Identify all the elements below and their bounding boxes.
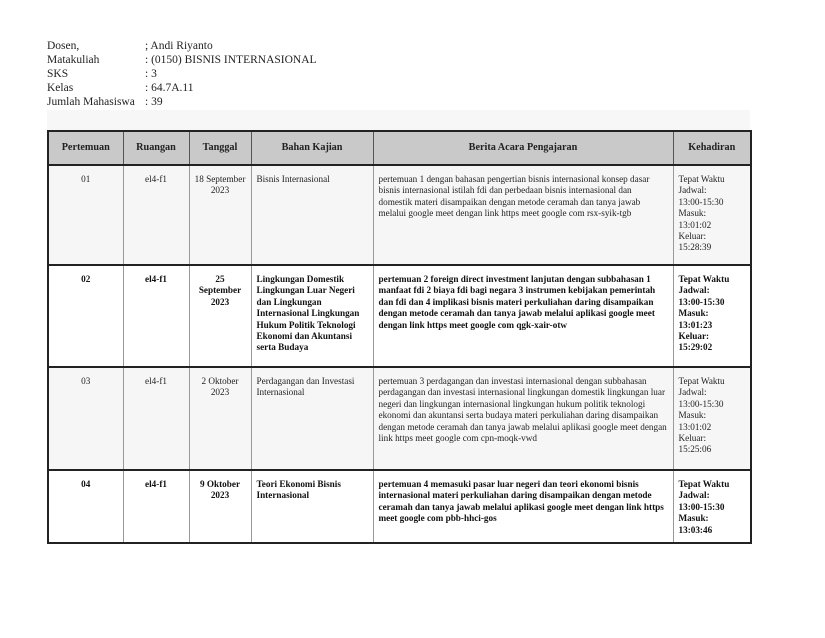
- cell-pertemuan: 04: [48, 470, 123, 543]
- cell-pertemuan: 02: [48, 265, 123, 367]
- kehadiran-keluar: 15:29:02: [678, 342, 713, 353]
- cell-bahan-kajian: Bisnis Internasional: [251, 165, 373, 265]
- kehadiran-jadwal-label: Jadwal:: [678, 387, 707, 398]
- jumlah-mahasiswa-row: [47, 95, 317, 109]
- kehadiran-jadwal-label: Jadwal:: [678, 185, 707, 196]
- kehadiran-jadwal-label: Jadwal:: [678, 285, 710, 296]
- cell-kehadiran: [673, 265, 751, 367]
- kehadiran-masuk: 13:01:02: [678, 421, 712, 432]
- matakuliah-row: [47, 53, 317, 67]
- table-row: [48, 367, 751, 470]
- kehadiran-masuk-label: Masuk:: [678, 513, 709, 524]
- kehadiran-status: Tepat Waktu: [678, 376, 725, 386]
- kehadiran-jadwal: 13:00-15:30: [678, 296, 725, 307]
- cell-ruangan: el4-f1: [123, 265, 189, 367]
- course-info: [47, 39, 317, 109]
- kehadiran-masuk-label: Masuk:: [678, 308, 709, 319]
- cell-tanggal: 2 Oktober 2023: [189, 367, 251, 470]
- kelas-value: : 64.7A.11: [145, 82, 194, 94]
- kehadiran-keluar: 15:28:39: [678, 242, 712, 253]
- sks-value: : 3: [145, 68, 157, 80]
- dosen-row: [47, 39, 317, 53]
- col-kehadiran: Kehadiran: [673, 131, 751, 165]
- kehadiran-keluar: 15:25:06: [678, 444, 712, 455]
- cell-bahan-kajian: Lingkungan Domestik Lingkungan Luar Negeri dan Lingkungan Internasional Lingkungan Hukum Politik Teknologi Ekonomi dan Akuntansi serta Budaya: [251, 265, 373, 367]
- kehadiran-keluar-label: Keluar:: [678, 433, 707, 444]
- dosen-value: ; Andi Riyanto: [145, 40, 213, 52]
- cell-berita-acara: pertemuan 1 dengan bahasan pengertian bisnis internasional konsep dasar bisnis internasional istilah fdi dan perbedaan bisnis internasional dan domestik materi disampaikan dengan metode ceramah dan tanya jawab melalui google meet dengan link https meet google com rsx-syik-tgb: [373, 165, 673, 265]
- kehadiran-keluar-label: Keluar:: [678, 231, 707, 242]
- cell-tanggal: 25 September 2023: [189, 265, 251, 367]
- cell-berita-acara: pertemuan 4 memasuki pasar luar negeri dan teori ekonomi bisnis internasional materi perkuliahan daring disampaikan dengan metode ceramah dan tanya jawab melalui aplikasi google meet dengan link https meet google com pbb-hhci-gos: [373, 470, 673, 543]
- cell-berita-acara: pertemuan 3 perdagangan dan investasi internasional dengan subbahasan perdagangan dan investasi internasional lingkungan domestik lingkungan luar negeri dan lingkungan internasional lingkungan hukum politik teknologi ekonomi dan akuntansi serta budaya materi perkuliahan daring disampaikan dengan metode ceramah dan tanya jawab melalui aplikasi google meet dengan link https meet google com cpn-moqk-vwd: [373, 367, 673, 470]
- col-tanggal: Tanggal: [189, 131, 251, 165]
- col-bahan-kajian: Bahan Kajian: [251, 131, 373, 165]
- kehadiran-masuk-label: Masuk:: [678, 208, 707, 219]
- col-berita-acara: Berita Acara Pengajaran: [373, 131, 673, 165]
- cell-kehadiran: [673, 470, 751, 543]
- kehadiran-status: Tepat Waktu: [678, 174, 725, 184]
- spacer-band: [47, 110, 750, 130]
- kehadiran-status: Tepat Waktu: [678, 274, 730, 284]
- cell-ruangan: el4-f1: [123, 165, 189, 265]
- kehadiran-masuk-label: Masuk:: [678, 410, 707, 421]
- kehadiran-jadwal: 13:00-15:30: [678, 196, 724, 207]
- cell-pertemuan: 03: [48, 367, 123, 470]
- cell-berita-acara: pertemuan 2 foreign direct investment lanjutan dengan subbahasan 1 manfaat fdi 2 biaya fdi bagi negara 3 instrumen kebijakan pemerintah dan fdi dan 4 implikasi bisnis materi perkuliahan daring disampaikan dengan metode ceramah dan tanya jawab melalui aplikasi google meet dengan link https meet google com qgk-xair-otw: [373, 265, 673, 367]
- kehadiran-status: Tepat Waktu: [678, 479, 730, 489]
- kehadiran-keluar-label: Keluar:: [678, 331, 710, 342]
- cell-kehadiran: [673, 165, 751, 265]
- cell-bahan-kajian: Perdagangan dan Investasi Internasional: [251, 367, 373, 470]
- kehadiran-masuk: 13:03:46: [678, 524, 713, 535]
- attendance-table: [47, 130, 752, 544]
- cell-pertemuan: 01: [48, 165, 123, 265]
- sks-label: SKS: [47, 68, 69, 80]
- kehadiran-masuk: 13:01:23: [678, 319, 713, 330]
- kehadiran-jadwal: 13:00-15:30: [678, 398, 724, 409]
- cell-kehadiran: [673, 367, 751, 470]
- jumlah-mahasiswa-value: : 39: [145, 96, 163, 108]
- cell-tanggal: 9 Oktober 2023: [189, 470, 251, 543]
- kehadiran-jadwal: 13:00-15:30: [678, 501, 725, 512]
- table-row: [48, 165, 751, 265]
- kelas-label: Kelas: [47, 82, 74, 94]
- table-row: [48, 265, 751, 367]
- dosen-label: Dosen,: [47, 40, 80, 52]
- kehadiran-jadwal-label: Jadwal:: [678, 490, 710, 501]
- cell-ruangan: el4-f1: [123, 470, 189, 543]
- col-pertemuan: Pertemuan: [48, 131, 123, 165]
- jumlah-mahasiswa-label: Jumlah Mahasiswa: [47, 96, 135, 108]
- cell-tanggal: 18 September 2023: [189, 165, 251, 265]
- cell-bahan-kajian: Teori Ekonomi Bisnis Internasional: [251, 470, 373, 543]
- sks-row: [47, 67, 317, 81]
- col-ruangan: Ruangan: [123, 131, 189, 165]
- matakuliah-value: : (0150) BISNIS INTERNASIONAL: [145, 54, 317, 66]
- table-header-row: [48, 131, 751, 165]
- kelas-row: [47, 81, 317, 95]
- kehadiran-masuk: 13:01:02: [678, 219, 712, 230]
- matakuliah-label: Matakuliah: [47, 54, 100, 66]
- table-row: [48, 470, 751, 543]
- cell-ruangan: el4-f1: [123, 367, 189, 470]
